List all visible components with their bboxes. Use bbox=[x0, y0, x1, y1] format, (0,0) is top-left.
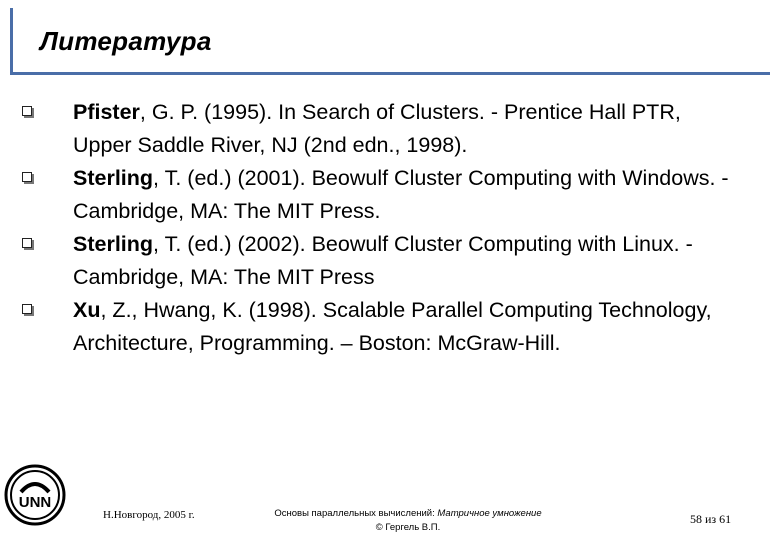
title-accent-vertical-line bbox=[10, 8, 13, 74]
page-separator: из bbox=[705, 512, 717, 526]
reference-author: Pfister bbox=[73, 100, 140, 124]
title-bar bbox=[10, 8, 770, 74]
title-accent-horizontal-line bbox=[10, 72, 770, 75]
reference-text: , T. (ed.) (2001). Beowulf Cluster Computing with Windows. - Cambridge, MA: The MIT Press. bbox=[73, 166, 729, 223]
slide-title: Литература bbox=[40, 26, 212, 56]
reference-author: Sterling bbox=[73, 166, 154, 190]
reference-list bbox=[22, 96, 742, 360]
logo-text: UNN bbox=[18, 494, 52, 511]
square-bullet-icon bbox=[22, 106, 32, 116]
page-current: 58 bbox=[690, 512, 702, 526]
reference-text: , Z., Hwang, K. (1998). Scalable Parallel Computing Technology, Architecture, Programming. – Boston: McGraw-Hill. bbox=[73, 298, 712, 355]
reference-item bbox=[22, 96, 742, 162]
footer-course-prefix: Основы параллельных вычислений: bbox=[274, 508, 438, 519]
reference-text: , T. (ed.) (2002). Beowulf Cluster Computing with Linux. - Cambridge, MA: The MIT Press bbox=[73, 232, 693, 289]
reference-item bbox=[22, 162, 742, 228]
reference-item bbox=[22, 294, 742, 360]
footer-city-year: Н.Новгород, 2005 г. bbox=[103, 509, 195, 521]
footer-copyright: © Гергель В.П. bbox=[375, 522, 441, 533]
footer-course-info bbox=[258, 507, 558, 535]
reference-author: Sterling bbox=[73, 232, 154, 256]
reference-item bbox=[22, 228, 742, 294]
square-bullet-icon bbox=[22, 172, 32, 182]
footer-course-topic: Матричное умножение bbox=[437, 508, 542, 519]
reference-text: , G. P. (1995). In Search of Clusters. - Prentice Hall PTR, Upper Saddle River, NJ (2nd edn., 1998). bbox=[73, 100, 681, 157]
footer-page-number bbox=[690, 512, 731, 527]
university-logo-icon bbox=[4, 462, 66, 528]
square-bullet-icon bbox=[22, 304, 32, 314]
reference-author: Xu bbox=[73, 298, 101, 322]
page-total: 61 bbox=[719, 512, 732, 526]
square-bullet-icon bbox=[22, 238, 32, 248]
